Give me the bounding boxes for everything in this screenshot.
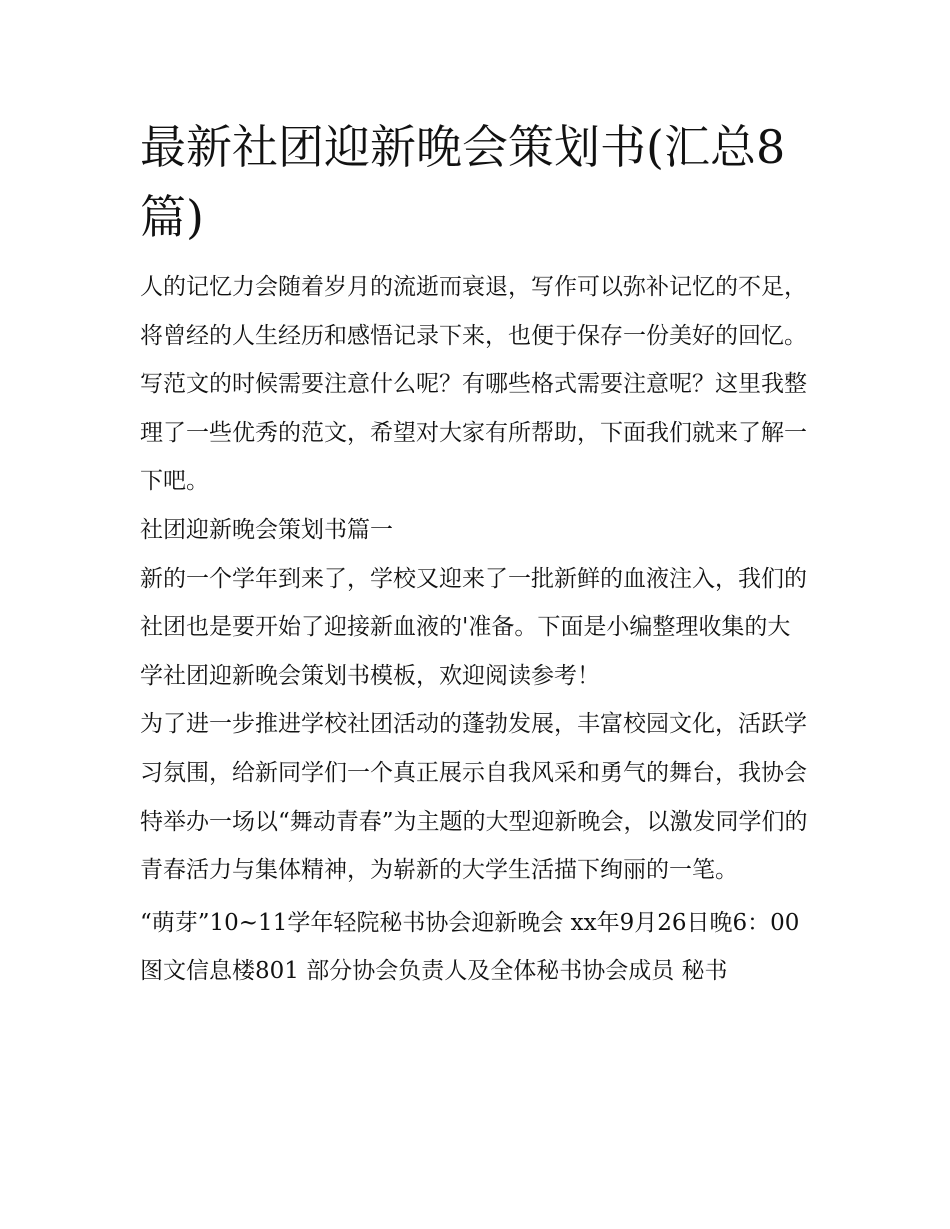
event-details-paragraph: “萌芽”10~11学年轻院秘书协会迎新晚会 xx年9月26日晚6：00 图文信息楼801 部分协会负责人及全体秘书协会成员 秘书 bbox=[140, 909, 800, 985]
body-paragraph: 为了进一步推进学校社团活动的蓬勃发展，丰富校园文化，活跃学习氛围，给新同学们一个真正展示自我风采和勇气的舞台，我协会特举办一场以“舞动青春”为主题的大型迎新晚会，以激发同学们的青春活力与集体精神，为崭新的大学生活描下绚丽的一笔。 bbox=[140, 711, 808, 884]
section-heading: 社团迎新晚会策划书篇一 bbox=[140, 516, 393, 543]
document-title: 最新社团迎新晚会策划书(汇总8篇) bbox=[140, 120, 786, 244]
document-body bbox=[140, 112, 812, 996]
intro-paragraph: 人的记忆力会随着岁月的流逝而衰退，写作可以弥补记忆的不足，将曾经的人生经历和感悟记录下来，也便于保存一份美好的回忆。写范文的时候需要注意什么呢？有哪些格式需要注意呢？这里我整理了一些优秀的范文，希望对大家有所帮助，下面我们就来了解一下吧。 bbox=[140, 274, 807, 495]
body-paragraph: 新的一个学年到来了，学校又迎来了一批新鲜的血液注入，我们的社团也是要开始了迎接新血液的'准备。下面是小编整理收集的大学社团迎新晚会策划书模板，欢迎阅读参考！ bbox=[140, 565, 807, 689]
